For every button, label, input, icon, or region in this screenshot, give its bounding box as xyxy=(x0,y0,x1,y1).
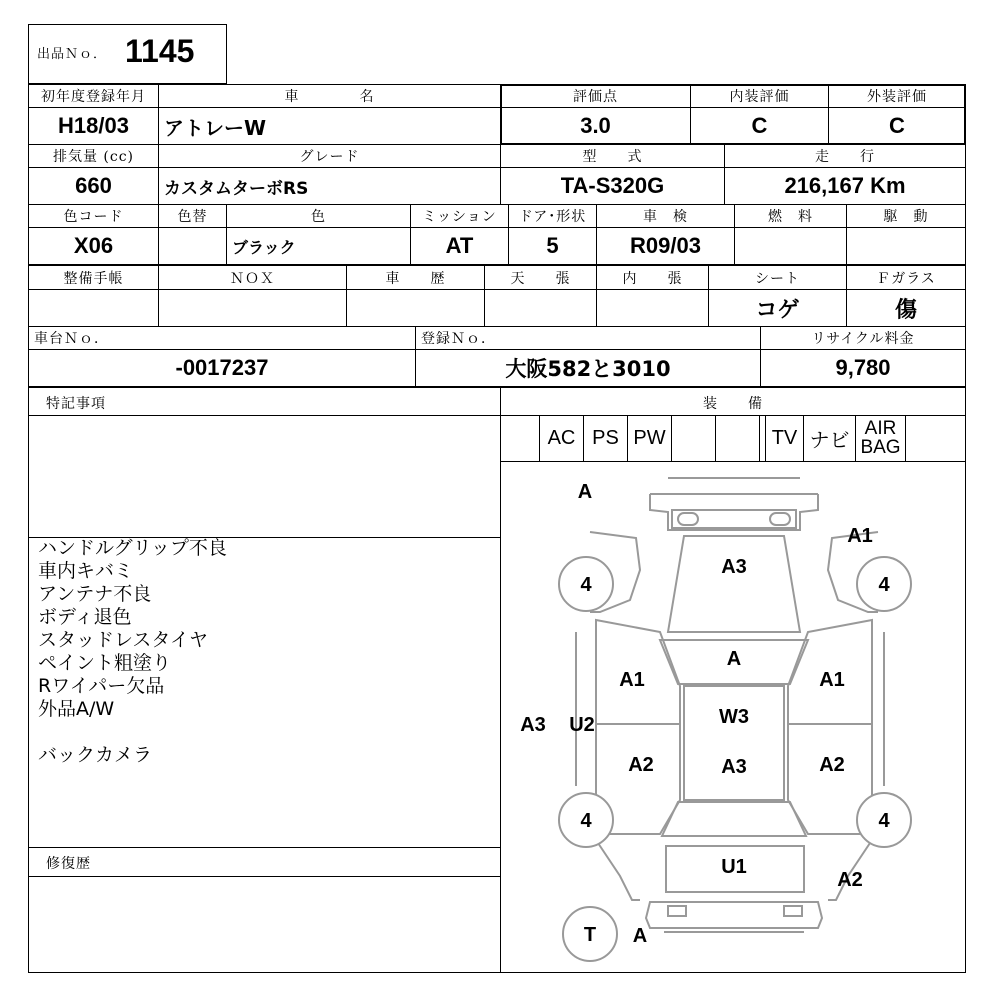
note-line: ペイント粗塗り xyxy=(38,652,172,674)
chassis-value: -0017237 xyxy=(29,350,416,386)
seat-value: コゲ xyxy=(709,290,847,326)
seat-label: シート xyxy=(709,266,847,289)
inspection-label: 車 検 xyxy=(597,205,735,227)
equip-airbag: AIR BAG xyxy=(856,415,906,461)
tire-front-right-value: 4 xyxy=(878,574,890,596)
mark-rear-bumper: A xyxy=(632,925,648,947)
roof-outline xyxy=(684,686,784,800)
mark-windshield: A xyxy=(726,648,742,670)
note-line xyxy=(38,721,227,744)
equip-slot xyxy=(906,415,966,461)
mark-left-side: A3 xyxy=(520,714,546,736)
color-value: ブラック xyxy=(227,228,411,264)
equip-slot xyxy=(500,415,540,461)
note-line: スタッドレスタイヤ xyxy=(38,629,209,651)
history-value xyxy=(347,290,485,326)
note-line: ハンドルグリップ不良 xyxy=(38,537,227,559)
repair-title-rule xyxy=(28,876,500,877)
tire-rear-right-value: 4 xyxy=(878,810,890,832)
rear-window-outline xyxy=(662,802,806,836)
note-line: バックカメラ xyxy=(38,744,153,766)
interior-score-label: 内装評価 xyxy=(691,85,829,107)
repair-title: 修復歴 xyxy=(46,856,91,872)
tire-front-left-value: 4 xyxy=(580,574,592,596)
mileage-value: 216,167 Km xyxy=(784,173,906,198)
row4-values xyxy=(28,289,966,327)
color-label: 色 xyxy=(227,205,411,227)
front-bumper-outline xyxy=(650,478,818,530)
model-value: TA-S320G xyxy=(501,168,725,204)
interior-lining-value xyxy=(597,290,709,326)
glass-label: Ｆガラス xyxy=(876,270,936,287)
row5-values xyxy=(28,349,966,387)
mark-hood: A3 xyxy=(721,556,747,578)
mark-roof-rear: A3 xyxy=(721,756,747,778)
evaluation-frame xyxy=(500,84,966,145)
lot-box xyxy=(28,24,227,84)
interior-lining-label: 内 張 xyxy=(597,266,709,289)
equip-tv: TV xyxy=(766,415,804,461)
history-label: 車 歴 xyxy=(347,266,485,289)
equip-navi: ナビ xyxy=(804,415,856,461)
notes-list xyxy=(38,537,227,767)
interior-score-value: C xyxy=(691,108,829,144)
car-name-value: アトレーW xyxy=(159,108,501,144)
mark-right-front-door: A1 xyxy=(819,669,845,691)
row4-labels xyxy=(28,265,966,290)
drive-label: 駆 動 xyxy=(883,209,929,225)
color-change-value xyxy=(159,228,227,264)
notes-title-rule xyxy=(28,415,500,416)
rear-lamp xyxy=(784,906,802,916)
equipment-title: 装 備 xyxy=(703,396,763,412)
recycle-label: リサイクル料金 xyxy=(811,331,915,347)
car-name-label: 車 名 xyxy=(159,85,501,107)
grade-label: グレード xyxy=(159,145,501,167)
roof-value xyxy=(485,290,597,326)
nox-label: ＮＯＸ xyxy=(159,266,347,289)
exterior-score-label: 外装評価 xyxy=(867,89,927,105)
maintenance-value xyxy=(29,290,159,326)
equip-pw: PW xyxy=(628,415,672,461)
model-label: 型 式 xyxy=(501,145,725,167)
row3-labels xyxy=(28,204,966,228)
row2-labels xyxy=(28,144,966,168)
front-lamp xyxy=(770,513,790,525)
notes-title: 特記事項 xyxy=(46,396,106,412)
score-value: 3.0 xyxy=(501,108,691,144)
equip-ps: PS xyxy=(584,415,628,461)
car-diagram xyxy=(500,462,966,972)
exterior-score-value: C xyxy=(889,113,905,138)
row3-values xyxy=(28,227,966,265)
color-code-label: 色コード xyxy=(29,205,159,227)
lot-number: 1145 xyxy=(125,33,195,69)
nox-value xyxy=(159,290,347,326)
equip-slot xyxy=(672,415,716,461)
maintenance-label: 整備手帳 xyxy=(29,266,159,289)
equipment-row xyxy=(500,415,966,461)
fuel-label: 燃 料 xyxy=(735,205,847,227)
lot-label: 出品Ｎｏ． xyxy=(37,47,108,62)
front-lamp xyxy=(678,513,698,525)
row5-labels xyxy=(28,326,966,350)
mark-front-bumper: A xyxy=(577,481,593,503)
mark-left-front-door: A1 xyxy=(619,669,645,691)
roof-label: 天 張 xyxy=(485,266,597,289)
mission-label: ミッション xyxy=(411,205,509,227)
drive-value xyxy=(847,228,965,264)
displacement-value: 660 xyxy=(29,168,159,204)
right-side-outline xyxy=(788,620,872,834)
chassis-label: 車台Ｎｏ． xyxy=(29,327,416,349)
tire-rear-left-value: 4 xyxy=(580,810,592,832)
equip-slot xyxy=(716,415,760,461)
score-label: 評価点 xyxy=(501,85,691,107)
rear-lamp xyxy=(668,906,686,916)
row2-values xyxy=(28,167,966,205)
grade-value: カスタムターボRS xyxy=(159,168,501,204)
note-line: アンテナ不良 xyxy=(38,583,152,605)
mark-left-step: U2 xyxy=(569,714,595,736)
glass-value: 傷 xyxy=(894,297,917,323)
mark-right-rear-quarter: A2 xyxy=(837,869,863,891)
fuel-value xyxy=(735,228,847,264)
mileage-label: 走 行 xyxy=(815,149,875,165)
door-value: 5 xyxy=(509,228,597,264)
color-code-value: X06 xyxy=(29,228,159,264)
hood-outline xyxy=(668,536,800,632)
repair-top-rule xyxy=(28,847,500,848)
tire-spare-value: T xyxy=(583,924,597,946)
note-line: 車内キバミ xyxy=(38,560,134,582)
recycle-value: 9,780 xyxy=(835,355,891,380)
registration-value: 大阪582と3010 xyxy=(416,350,761,386)
registration-label: 登録Ｎｏ． xyxy=(416,327,761,349)
year-value: H18/03 xyxy=(29,108,159,144)
color-change-label: 色替 xyxy=(159,205,227,227)
door-label: ドア･形状 xyxy=(509,205,597,227)
note-line: Rワイパー欠品 xyxy=(38,675,165,697)
mission-value: AT xyxy=(411,228,509,264)
mark-back-door: U1 xyxy=(721,856,747,878)
equip-ac: AC xyxy=(540,415,584,461)
mark-right-rear-door: A2 xyxy=(819,754,845,776)
mark-left-rear-door: A2 xyxy=(628,754,654,776)
note-line: 外品A/W xyxy=(38,698,115,720)
note-line: ボディ退色 xyxy=(38,606,132,628)
year-label: 初年度登録年月 xyxy=(29,85,159,107)
inspection-value: R09/03 xyxy=(597,228,735,264)
left-side-outline xyxy=(596,620,680,834)
displacement-label: 排気量 (cc) xyxy=(29,145,159,167)
mark-roof: W3 xyxy=(719,706,749,728)
mark-front-right-fender: A1 xyxy=(847,525,873,547)
